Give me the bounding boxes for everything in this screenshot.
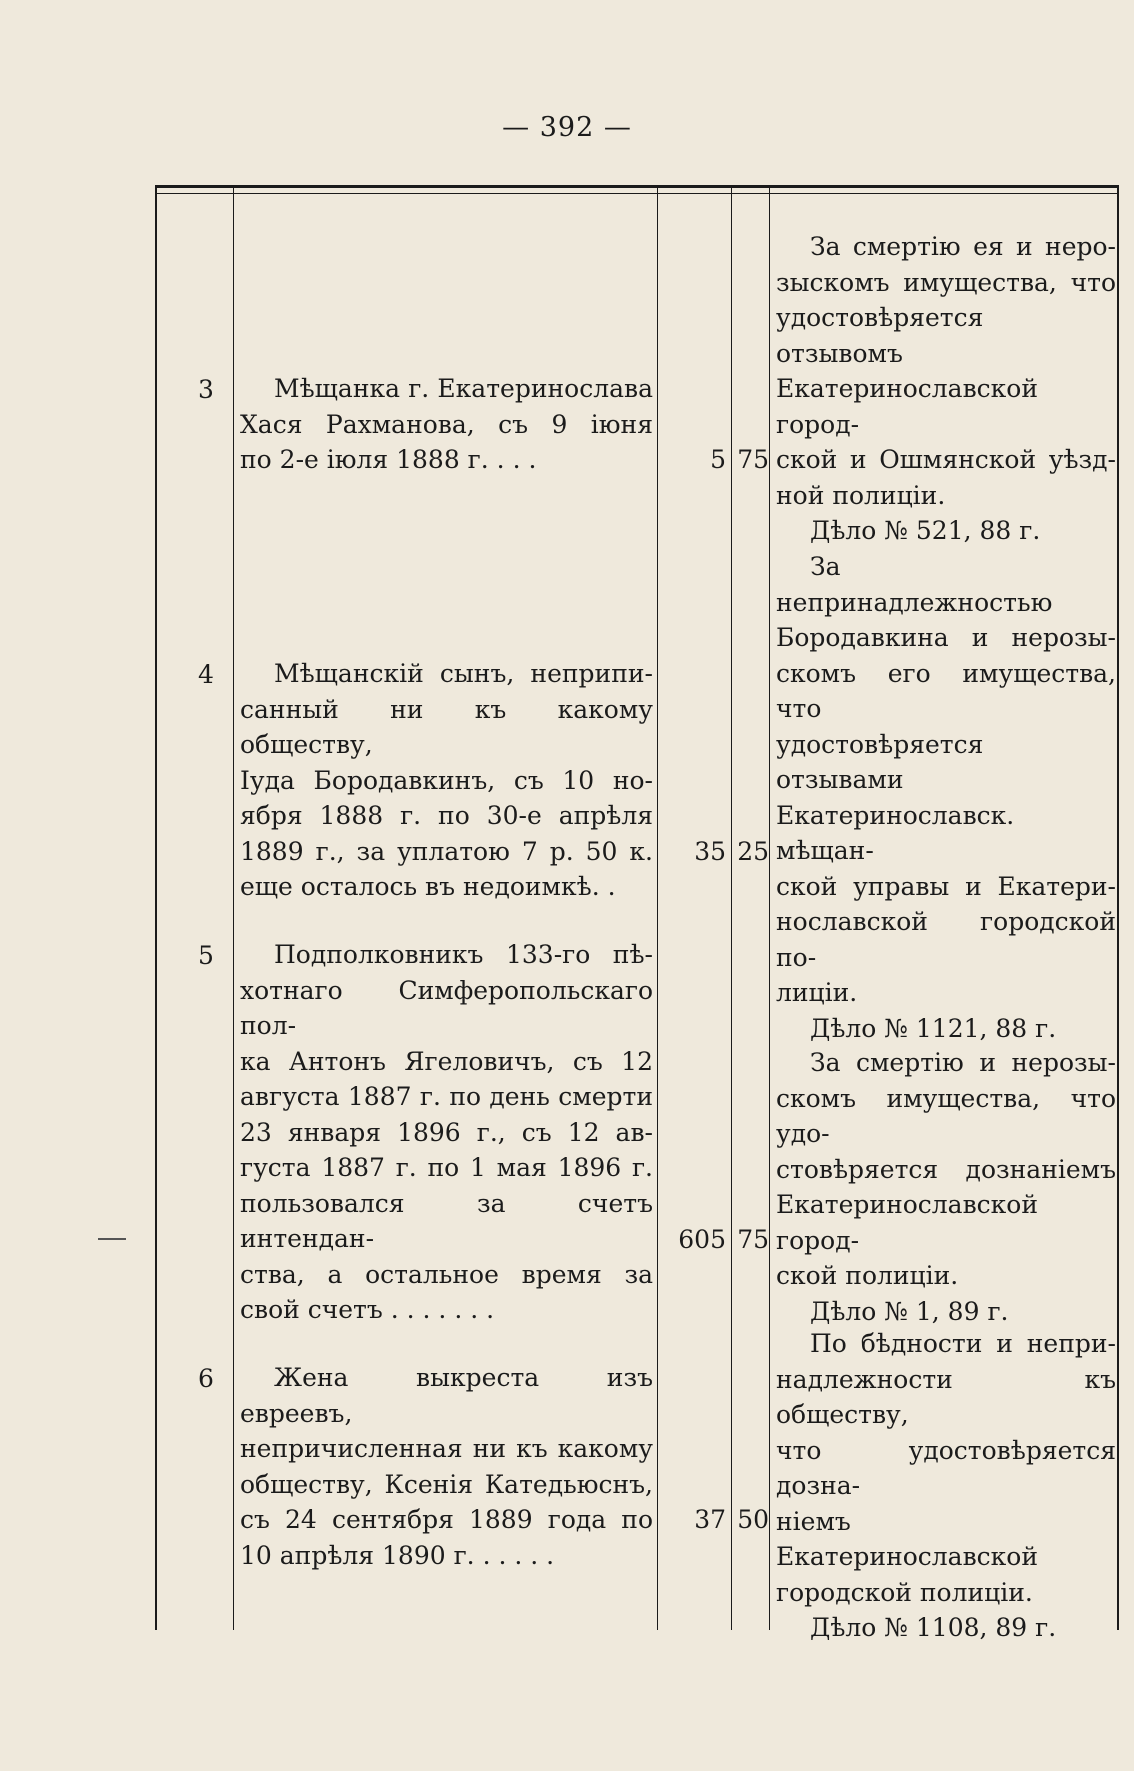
- reason-line: Бородавкина и нерозы-: [776, 623, 1116, 652]
- reason-line: Екатеринославск. мѣщан-: [776, 800, 1015, 865]
- entry-reason: [776, 549, 1116, 1046]
- description-line: съ 24 сентября 1889 года по: [240, 1505, 653, 1534]
- amount-rubles: 35: [694, 837, 726, 866]
- case-reference: Дѣло № 1121, 88 г.: [810, 1013, 1057, 1043]
- entry-reason: [776, 1326, 1116, 1646]
- reason-line: городской полиціи.: [776, 1577, 1033, 1607]
- reason-line: По бѣдности и непри-: [810, 1329, 1116, 1358]
- case-reference: Дѣло № 1, 89 г.: [810, 1296, 1009, 1326]
- description-line: 1889 г., за уплатою 7 р. 50 к.: [240, 836, 653, 866]
- description-line: 10 апрѣля 1890 г. . . . . .: [240, 1540, 555, 1570]
- reason-line: удостовѣряется отзывомъ: [776, 303, 984, 368]
- reason-line: ніемъ Екатеринославской: [776, 1506, 1038, 1571]
- amount-kopecks: 75: [737, 1225, 769, 1254]
- description-line: еще осталось въ недоимкѣ. .: [240, 872, 616, 901]
- description-line: Іуда Бородавкинъ, съ 10 но-: [240, 765, 653, 795]
- reason-line: надлежности къ обществу,: [776, 1364, 1116, 1429]
- entry-reason: [776, 1045, 1116, 1329]
- table-left-border: [155, 185, 157, 1630]
- amount-kopecks: 25: [737, 837, 769, 866]
- amount-rubles: 605: [678, 1225, 726, 1254]
- description-line: обществу, Ксенія Катедьюснъ,: [240, 1469, 653, 1499]
- entry-number: 5: [198, 941, 214, 970]
- description-line: Подполковникъ 133-го пѣ-: [274, 940, 653, 969]
- reason-line: что удостовѣряется дозна-: [776, 1435, 1116, 1500]
- description-line: хотнаго Симферопольскаго пол-: [240, 975, 653, 1040]
- table-top-rule: [155, 185, 1119, 188]
- reason-line: За смертію ея и неро-: [810, 232, 1116, 261]
- entry-description: [240, 656, 653, 905]
- description-line: Хася Рахманова, съ 9 іюня: [240, 409, 653, 439]
- reason-line: Екатеринославской город-: [776, 374, 1038, 439]
- reason-line: Екатеринославской город-: [776, 1190, 1038, 1255]
- entry-number: 4: [198, 660, 214, 689]
- reason-line: ской управы и Екатери-: [776, 871, 1116, 901]
- reason-line: скомъ имущества, что удо-: [776, 1083, 1116, 1148]
- amount-rubles: 5: [710, 445, 726, 474]
- reason-line: ной полиціи.: [776, 480, 946, 510]
- entry-description: [240, 371, 653, 478]
- reason-line: нославской городской по-: [776, 907, 1116, 972]
- description-line: густа 1887 г. по 1 мая 1896 г.: [240, 1153, 653, 1182]
- reason-line: удостовѣряется отзывами: [776, 729, 984, 794]
- description-line: Жена выкреста изъ евреевъ,: [240, 1363, 653, 1428]
- margin-dash-mark: [98, 1238, 126, 1240]
- case-reference: Дѣло № 1108, 89 г.: [810, 1613, 1057, 1642]
- page-number: — 392 —: [502, 112, 632, 143]
- description-line: 23 января 1896 г., съ 12 ав-: [240, 1117, 653, 1147]
- entry-description: [240, 937, 653, 1328]
- column-divider-description: [657, 185, 658, 1630]
- reason-line: ской и Ошмянской уѣзд-: [776, 445, 1116, 474]
- description-line: ября 1888 г. по 30-е апрѣля: [240, 801, 653, 830]
- reason-line: стовѣряется дознаніемъ: [776, 1154, 1116, 1184]
- description-line: августа 1887 г. по день смерти: [240, 1082, 653, 1111]
- reason-line: скомъ его имущества, что: [776, 658, 1116, 723]
- reason-line: зыскомъ имущества, что: [776, 267, 1116, 297]
- reason-line: ской полиціи.: [776, 1261, 959, 1290]
- reason-line: За смертію и нерозы-: [810, 1048, 1116, 1077]
- reason-line: лиціи.: [776, 978, 858, 1007]
- description-line: ства, а остальное время за: [240, 1259, 653, 1289]
- entry-description: [240, 1360, 653, 1573]
- column-divider-rubles: [731, 185, 732, 1630]
- description-line: ка Антонъ Ягеловичъ, съ 12: [240, 1046, 653, 1076]
- column-divider-kopecks: [769, 185, 770, 1630]
- table-top-rule-inner: [155, 193, 1119, 194]
- entry-number: 3: [198, 375, 214, 404]
- description-line: пользовался за счетъ интендан-: [240, 1188, 653, 1253]
- description-line: Мѣщанскій сынъ, неприпи-: [274, 659, 653, 688]
- entry-reason: [776, 229, 1116, 549]
- reason-line: За непринадлежностью: [776, 552, 1053, 617]
- amount-kopecks: 75: [737, 445, 769, 474]
- table-right-border: [1117, 185, 1119, 1630]
- description-line: Мѣщанка г. Екатеринослава: [274, 374, 653, 403]
- amount-rubles: 37: [694, 1505, 726, 1534]
- description-line: санный ни къ какому обществу,: [240, 694, 653, 759]
- case-reference: Дѣло № 521, 88 г.: [810, 516, 1041, 545]
- description-line: непричисленная ни къ какому: [240, 1434, 653, 1463]
- description-line: по 2-е іюля 1888 г. . . .: [240, 445, 537, 474]
- entry-number: 6: [198, 1364, 214, 1393]
- amount-kopecks: 50: [737, 1505, 769, 1534]
- description-line: свой счетъ . . . . . . .: [240, 1295, 495, 1324]
